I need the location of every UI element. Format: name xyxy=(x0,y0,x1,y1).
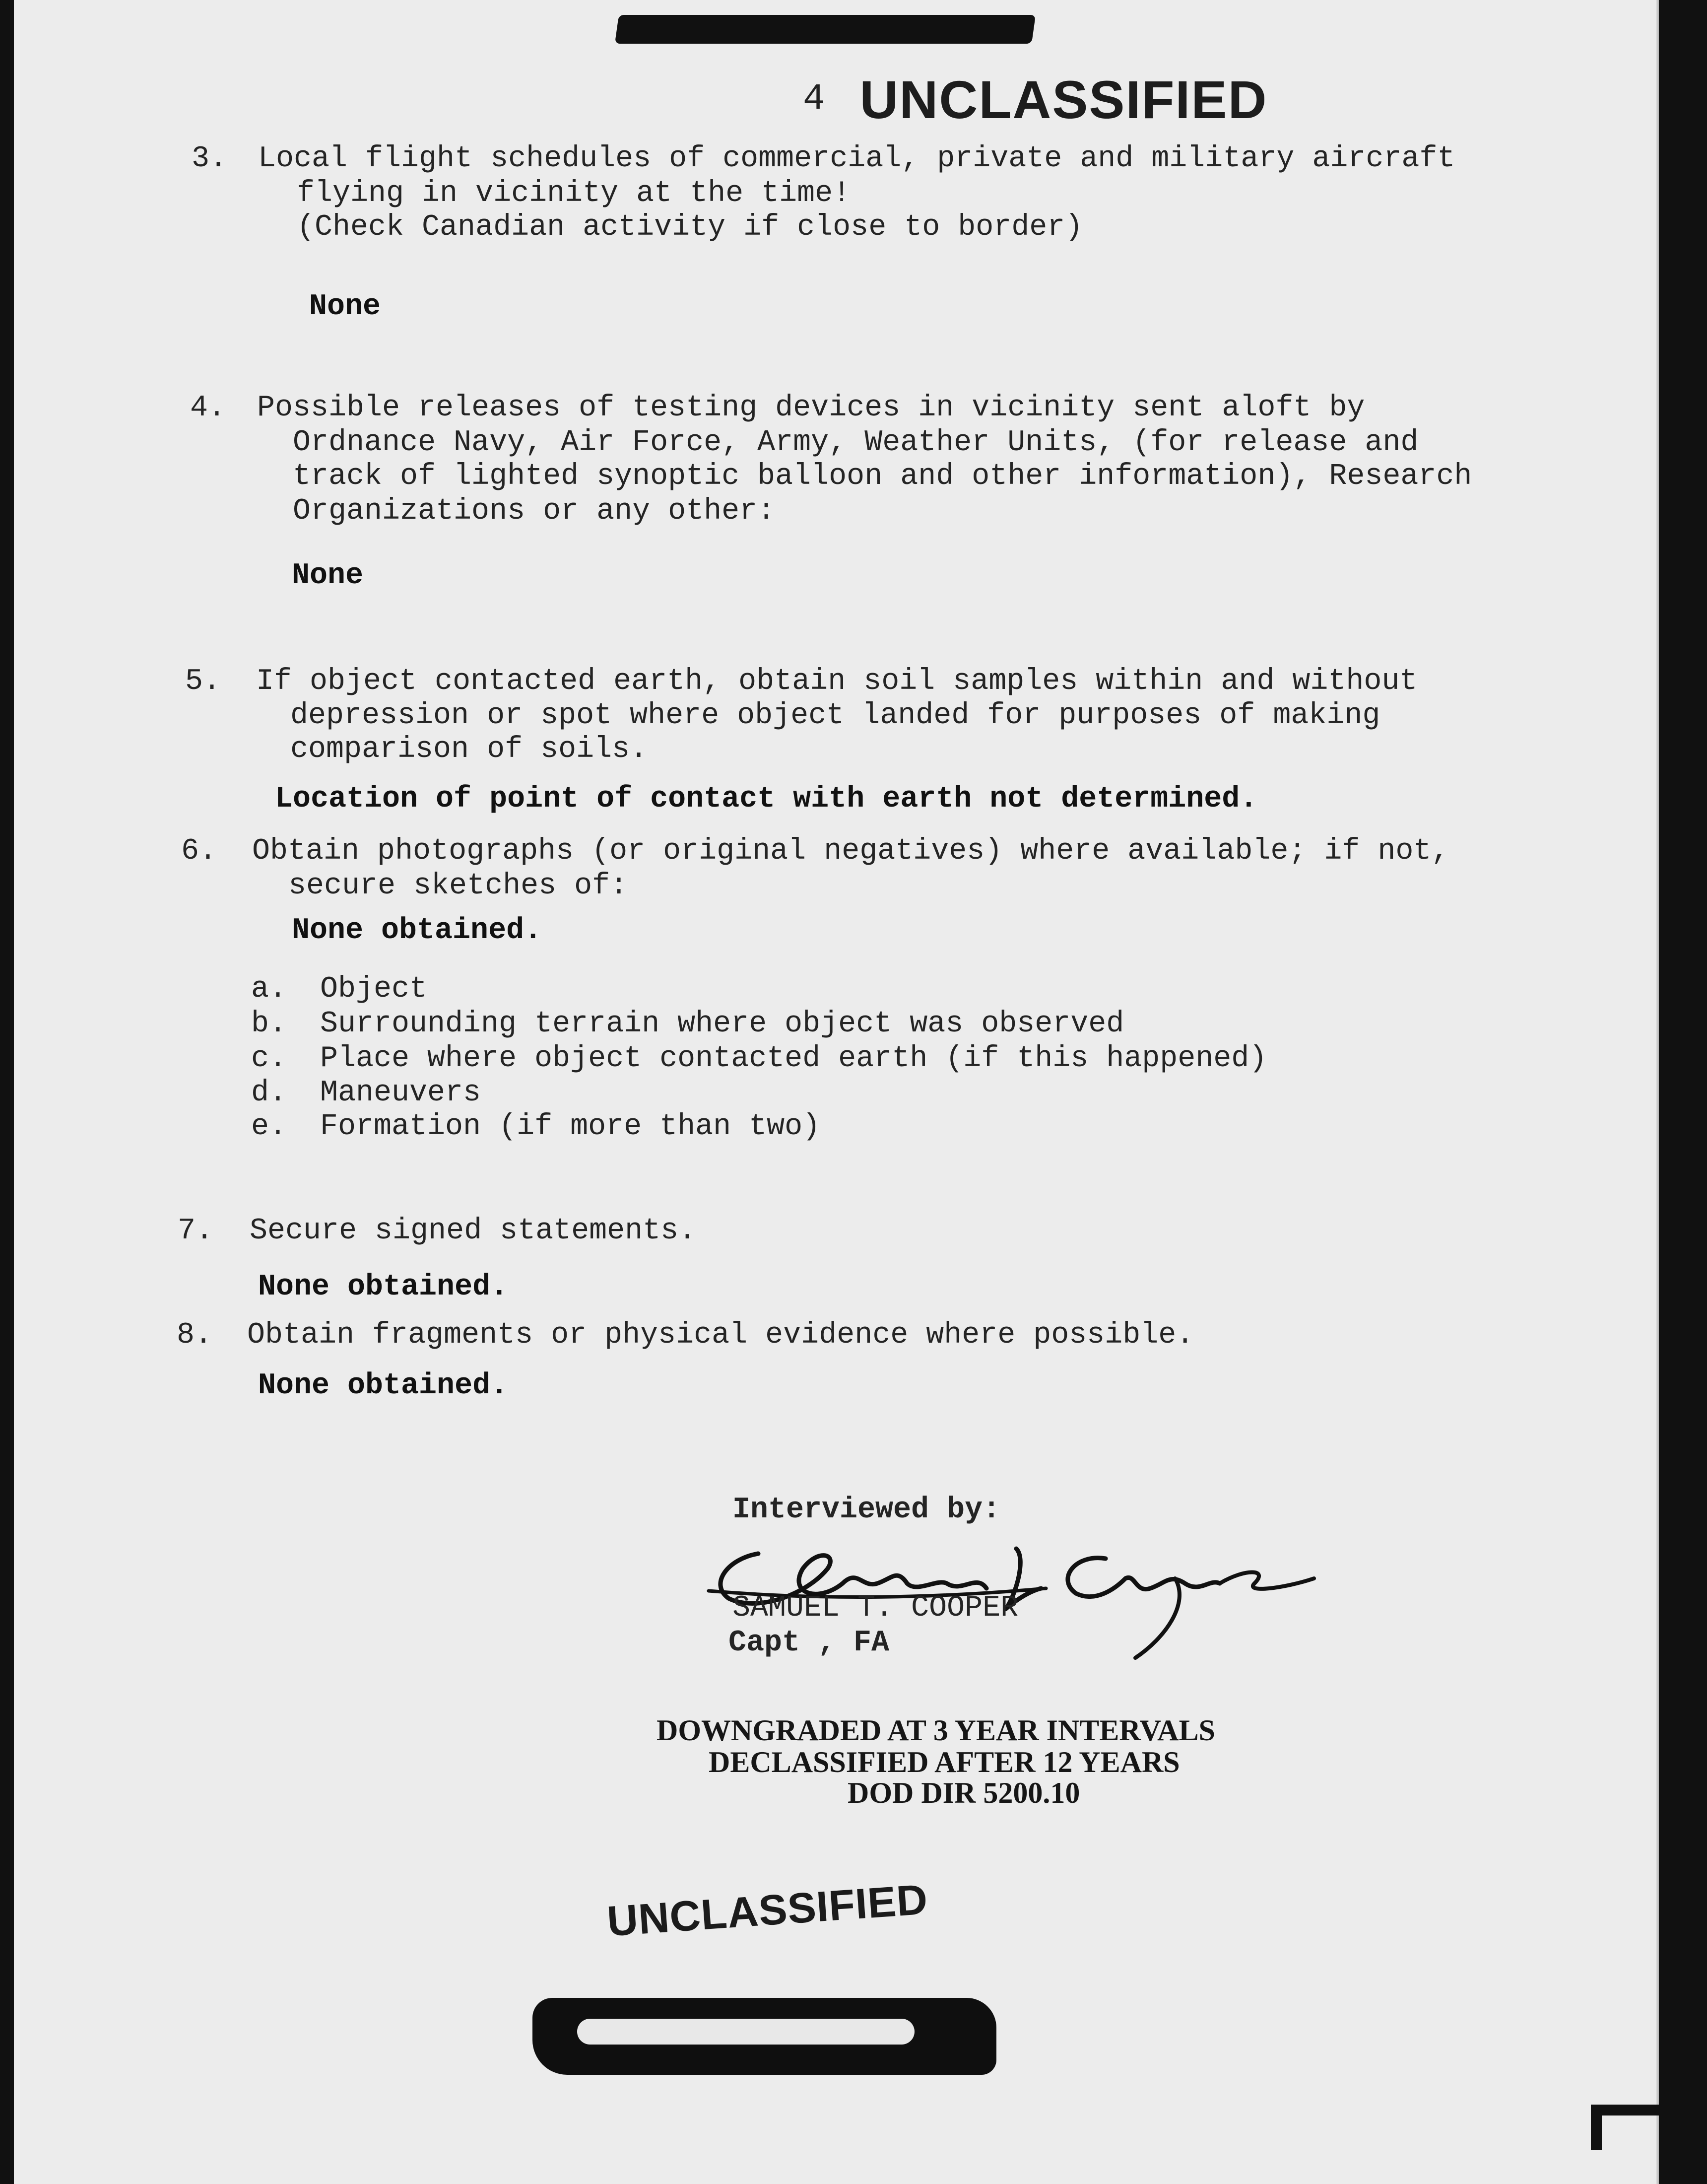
item-6-line-2: secure sketches of: xyxy=(288,869,628,903)
item-5-answer: Location of point of contact with earth not determined. xyxy=(275,782,1258,816)
item-6-number: 6. xyxy=(181,834,217,868)
item-6a-text: Object xyxy=(320,972,428,1006)
item-8-line-1: Obtain fragments or physical evidence where possible. xyxy=(247,1318,1194,1352)
item-3-line-3: (Check Canadian activity if close to border) xyxy=(297,210,1083,244)
item-3-line-1: Local flight schedules of commercial, private and military aircraft xyxy=(258,142,1455,176)
item-6c-text: Place where object contacted earth (if this happened) xyxy=(320,1042,1267,1076)
classification-stamp-top: UNCLASSIFIED xyxy=(859,69,1268,130)
item-6a-letter: a. xyxy=(251,972,287,1006)
item-7-answer: None obtained. xyxy=(258,1270,509,1304)
item-6e-text: Formation (if more than two) xyxy=(320,1110,821,1144)
item-4-line-2: Ordnance Navy, Air Force, Army, Weather Units, (for release and xyxy=(293,426,1419,460)
page-header xyxy=(803,62,1267,136)
item-8-answer: None obtained. xyxy=(258,1369,509,1403)
item-4-line-3: track of lighted synoptic balloon and other information), Research xyxy=(293,460,1472,493)
bottom-ink-smudge xyxy=(532,1998,996,2075)
downgrade-stamp-line-1: DOWNGRADED AT 3 YEAR INTERVALS xyxy=(657,1714,1215,1747)
item-3-answer: None xyxy=(309,290,381,324)
item-7-number: 7. xyxy=(178,1214,214,1248)
item-6e-letter: e. xyxy=(251,1110,287,1144)
item-5-line-3: comparison of soils. xyxy=(290,733,648,766)
item-6-line-1: Obtain photographs (or original negatives) where available; if not, xyxy=(252,834,1449,868)
page-number: 4 xyxy=(803,78,825,120)
interviewer-rank: Capt , FA xyxy=(728,1626,890,1660)
item-4-line-4: Organizations or any other: xyxy=(293,494,776,528)
item-6c-letter: c. xyxy=(251,1042,287,1076)
item-3-number: 3. xyxy=(192,142,228,176)
classification-stamp-bottom: UNCLASSIFIED xyxy=(605,1875,929,1946)
item-6-answer: None obtained. xyxy=(292,914,542,948)
downgrade-stamp-line-2: DECLASSIFIED AFTER 12 YEARS xyxy=(709,1746,1180,1778)
item-6d-letter: d. xyxy=(251,1076,287,1110)
interviewer-name: SAMUEL T. COOPER xyxy=(732,1591,1019,1625)
item-3-line-2: flying in vicinity at the time! xyxy=(297,177,851,210)
top-ink-smudge xyxy=(615,15,1036,44)
item-7-line-1: Secure signed statements. xyxy=(250,1214,697,1248)
item-4-number: 4. xyxy=(190,391,226,425)
item-5-number: 5. xyxy=(185,665,221,698)
corner-clip-mark xyxy=(1591,2105,1659,2150)
item-4-answer: None xyxy=(292,559,364,593)
item-8-number: 8. xyxy=(177,1318,213,1352)
document-page xyxy=(14,0,1659,2184)
downgrade-stamp-line-3: DOD DIR 5200.10 xyxy=(848,1776,1080,1809)
item-6b-text: Surrounding terrain where object was observed xyxy=(320,1007,1124,1041)
item-6d-text: Maneuvers xyxy=(320,1076,481,1110)
item-4-line-1: Possible releases of testing devices in vicinity sent aloft by xyxy=(257,391,1365,425)
item-6b-letter: b. xyxy=(251,1007,287,1041)
item-5-line-1: If object contacted earth, obtain soil samples within and without xyxy=(256,665,1418,698)
page-right-edge-shadow xyxy=(1656,0,1659,2184)
item-5-line-2: depression or spot where object landed for purposes of making xyxy=(290,699,1380,733)
interviewed-by-label: Interviewed by: xyxy=(732,1493,1001,1527)
